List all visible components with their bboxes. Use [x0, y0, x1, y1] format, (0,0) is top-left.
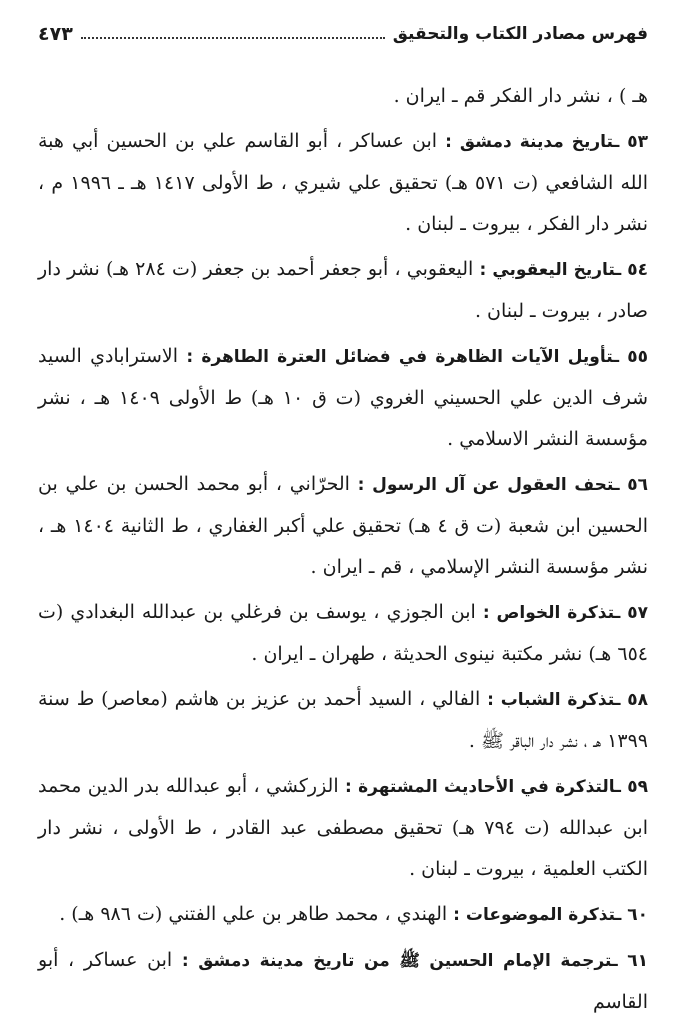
entry-body: الفالي ، السيد أحمد بن عزيز بن هاشم (معاصر) ط سنة ١٣٩٩ هـ ، نشر دار الباقر ﷺ .	[38, 688, 648, 752]
header-title: فهرس مصادر الكتاب والتحقيق	[392, 24, 648, 44]
bibliography-entry-56	[38, 464, 648, 588]
entry-title: التذكرة في الأحاديث المشتهرة :	[345, 777, 616, 797]
entry-body: اليعقوبي ، أبو جعفر أحمد بن جعفر (ت ٢٨٤ هـ) نشر دار صادر ، بيروت ـ لبنان .	[38, 258, 648, 322]
entry-body: الحرّاني ، أبو محمد الحسن بن علي بن الحسين ابن شعبة (ت ق ٤ هـ) تحقيق علي أكبر الغفاري ، ط الثانية ١٤٠٤ هـ ، نشر مؤسسة النشر الإسلامي ، قم ـ ايران .	[38, 473, 648, 578]
bibliography-entry-57	[38, 592, 648, 675]
bibliography-entry-58	[38, 679, 648, 762]
entry-number: ٦١ ـ	[611, 951, 649, 971]
entry-title: تذكرة الشباب :	[487, 690, 615, 710]
running-header	[38, 17, 648, 51]
entry-number: ٥٣ ـ	[613, 132, 648, 152]
entry-number: ٥٨ ـ	[614, 690, 648, 710]
entry-title: تاريخ اليعقوبي :	[479, 260, 616, 280]
entry-title: تأويل الآيات الظاهرة في فضائل العترة الطاهرة :	[186, 347, 614, 367]
entry-body: الزركشي ، أبو عبدالله بدر الدين محمد ابن عبدالله (ت ٧٩٤ هـ) تحقيق مصطفى عبد القادر ، ط الأولى ، نشر دار الكتب العلمية ، بيروت ـ لبنان .	[38, 775, 648, 880]
bibliography-entry-54	[38, 249, 648, 332]
entry-number: ٥٥ ـ	[613, 347, 648, 367]
bibliography-entry-59	[38, 766, 648, 890]
bibliography-entry-55	[38, 336, 648, 460]
entry-body: هـ ) ، نشر دار الفكر قم ـ ايران .	[393, 85, 648, 107]
entry-number: ٥٤ ـ	[615, 260, 648, 280]
entry-number: ٦٠ ـ	[615, 905, 648, 925]
entry-number: ٥٦ ـ	[613, 475, 648, 495]
entry-body: الاسترابادي السيد شرف الدين علي الحسيني الغروي (ت ق ١٠ هـ) ط الأولى ١٤٠٩ هـ ، نشر مؤسسة النشر الاسلامي .	[38, 345, 648, 450]
entry-number: ٥٧ ـ	[614, 603, 649, 623]
dot-leader	[81, 37, 385, 39]
bibliography-list	[38, 76, 648, 1023]
entry-body: ابن عساكر ، أبو القاسم علي بن الحسين أبي هبة الله الشافعي (ت ٥٧١ هـ) تحقيق علي شيري ، ط الأولى ١٤١٧ هـ ـ ١٩٩٦ م ، نشر دار الفكر ، بيروت ـ لبنان .	[38, 130, 648, 235]
bibliography-entry-60	[38, 894, 648, 936]
bibliography-entry-53	[38, 121, 648, 245]
entry-title: ترجمة الإمام الحسين ﷺ من تاريخ مدينة دمشق :	[181, 951, 612, 971]
entry-body: الهندي ، محمد طاهر بن علي الفتني (ت ٩٨٦ هـ) .	[59, 903, 454, 925]
page-number: ٤٧٣	[38, 23, 73, 45]
entry-number: ٥٩ ـ	[615, 777, 648, 797]
entry-title: تاريخ مدينة دمشق :	[445, 132, 614, 152]
entry-title: تذكرة الموضوعات :	[453, 905, 616, 925]
entry-body: ابن الجوزي ، يوسف بن فرغلي بن عبدالله البغدادي (ت ٦٥٤ هـ) نشر مكتبة نينوى الحديثة ، طهران ـ ايران .	[38, 601, 648, 665]
entry-title: تذكرة الخواص :	[482, 603, 615, 623]
entry-title: تحف العقول عن آل الرسول :	[357, 475, 614, 495]
entry-body: ابن عساكر ، أبو القاسم	[38, 949, 648, 1013]
bibliography-entry-61	[38, 940, 648, 1023]
bibliography-entry-continued	[38, 76, 648, 117]
